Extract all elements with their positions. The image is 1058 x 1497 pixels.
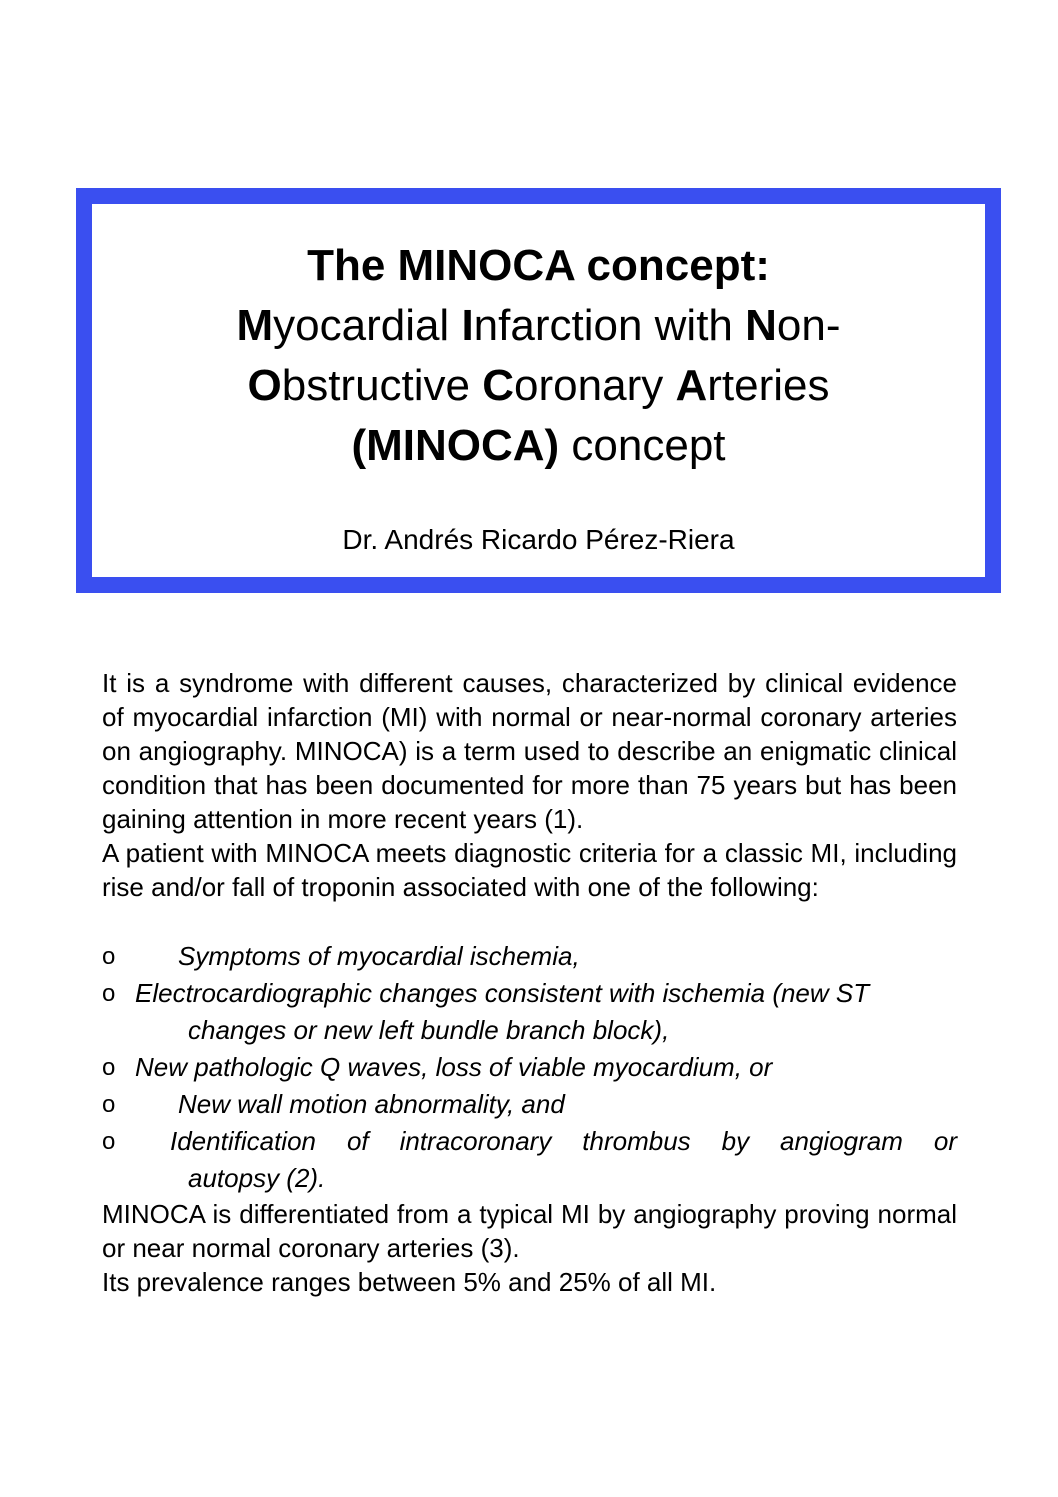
author-name: Dr. Andrés Ricardo Pérez-Riera [342, 524, 735, 555]
body-text [102, 666, 957, 1299]
title-segment: I [461, 301, 474, 350]
title-segment: C [482, 361, 515, 410]
list-item-text: Identification of intracoronary thrombus by angiogram or [170, 1126, 957, 1156]
list-item-text: New wall motion abnormality, and [178, 1089, 565, 1119]
title-segment: bstructive [281, 361, 483, 410]
title-segment: O [247, 361, 282, 410]
title-segment: rteries [707, 361, 830, 410]
document-title [92, 236, 985, 476]
paragraph-criteria: A patient with MINOCA meets diagnostic criteria for a classic MI, including rise and/or fall of troponin associated with one of the following: [102, 838, 957, 902]
list-item-continuation: changes or new left bundle branch block), [188, 1015, 670, 1045]
list-item [102, 975, 957, 1049]
title-segment: nfarction with [473, 301, 746, 350]
list-item [102, 1049, 957, 1086]
paragraph-prevalence: Its prevalence ranges between 5% and 25% of all MI. [102, 1267, 717, 1297]
bullet-marker: o [102, 1128, 116, 1155]
title-segment: M [236, 301, 274, 350]
title-line-4 [92, 416, 985, 476]
bullet-marker: o [102, 980, 116, 1007]
paragraph-differentiation: MINOCA is differentiated from a typical MI by angiography proving normal or near normal coronary arteries (3). [102, 1199, 957, 1263]
title-segment: (MINOCA) [351, 421, 560, 470]
title-line-2 [92, 296, 985, 356]
title-segment: N [745, 301, 777, 350]
title-line-1: The MINOCA concept: [307, 241, 770, 290]
list-item [102, 938, 957, 975]
list-item [102, 1123, 957, 1197]
list-item-text: Symptoms of myocardial ischemia, [178, 941, 580, 971]
paragraph-intro: It is a syndrome with different causes, characterized by clinical evidence of myocardial infarction (MI) with normal or near-normal coronary arteries on angiography. MINOCA) is a term used to describe an enigmatic clinical condition that has been documented for more than 75 years but has been gaining attention in more recent years (1). [102, 668, 957, 834]
list-item-text: New pathologic Q waves, loss of viable myocardium, or [135, 1052, 773, 1082]
bullet-marker: o [102, 943, 116, 970]
title-line-3 [92, 356, 985, 416]
list-item [102, 1086, 957, 1123]
title-segment: yocardial [273, 301, 462, 350]
criteria-list [102, 938, 957, 1197]
title-segment: concept [559, 421, 726, 470]
bullet-marker: o [102, 1054, 116, 1081]
title-segment: on- [776, 301, 841, 350]
title-segment: oronary [514, 361, 676, 410]
bullet-marker: o [102, 1091, 116, 1118]
list-item-text: Electrocardiographic changes consistent with ischemia (new ST [135, 978, 870, 1008]
list-item-continuation: autopsy (2). [188, 1163, 326, 1193]
title-segment: A [675, 361, 708, 410]
title-box [76, 188, 1001, 593]
